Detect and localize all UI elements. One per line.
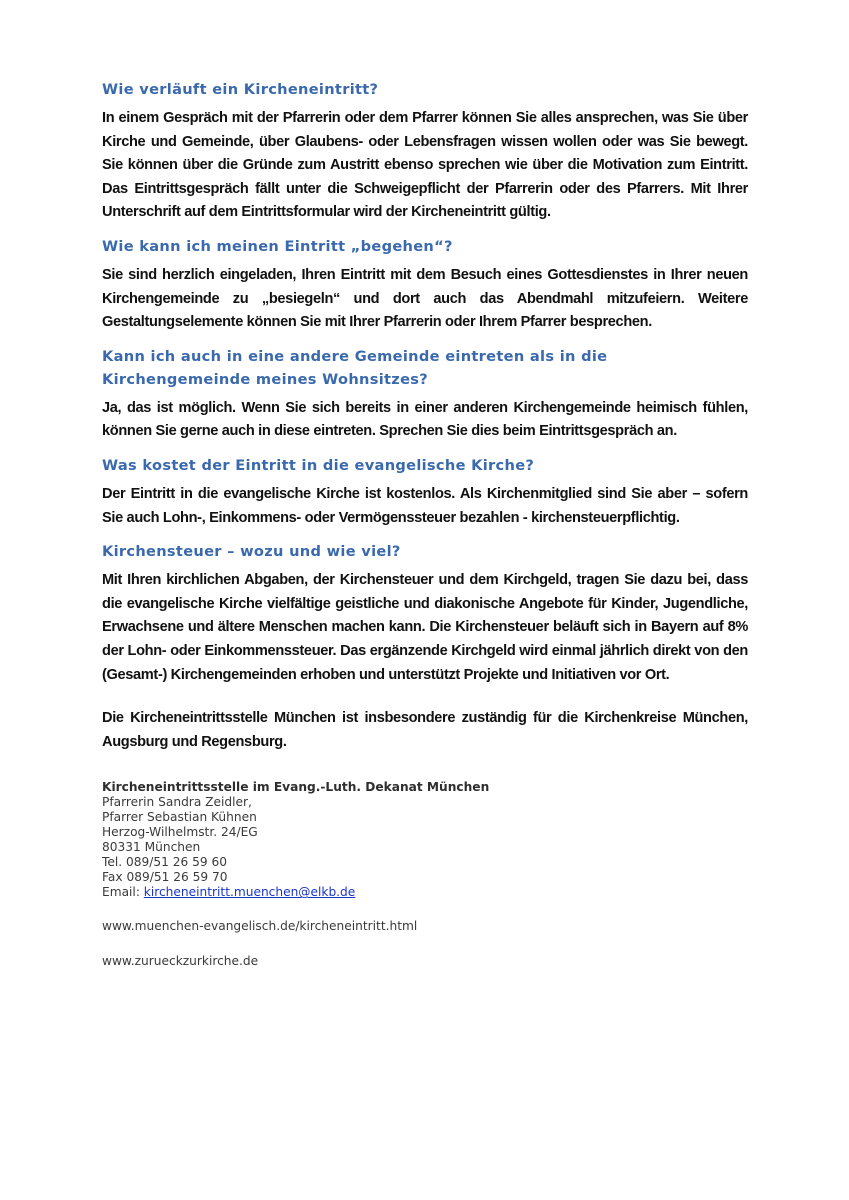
document-page [102,78,748,969]
section-body-entry-cost: Der Eintritt in die evangelische Kirche ist kostenlos. Als Kirchenmitglied sind Sie aber – sofern Sie auch Lohn-, Einkommens- oder Vermögenssteuer bezahlen - kirchensteuerpflichtig. [102,485,748,526]
contact-person-2: Pfarrer Sebastian Kühnen [102,810,257,825]
contact-city: 80331 München [102,840,201,855]
section-body-celebrate-entry: Sie sind herzlich eingeladen, Ihren Eintritt mit dem Besuch eines Gottesdienstes in Ihrer neuen Kirchengemeinde zu „besiegeln“ und dort auch das Abendmahl mitzufeiern. Weitere Gestaltungselemente können Sie mit Ihrer Pfarrerin oder Ihrem Pfarrer besprechen. [102,266,748,331]
contact-block [102,780,748,900]
contact-phone: Tel. 089/51 26 59 60 [102,855,228,870]
website-link-kircheneintritt: www.muenchen-evangelisch.de/kircheneintritt.html [102,919,418,934]
contact-person-1: Pfarrerin Sandra Zeidler, [102,795,252,810]
website-link-zurueckzurkirche: www.zurueckzurkirche.de [102,954,259,969]
section-heading-church-tax: Kirchensteuer – wozu und wie viel? [102,543,401,561]
email-label: Email: [102,885,140,900]
section-heading-celebrate-entry: Wie kann ich meinen Eintritt „begehen“? [102,237,453,255]
section-heading-entry-cost: Was kostet der Eintritt in die evangelische Kirche? [102,456,535,474]
email-link[interactable]: kircheneintritt.muenchen@elkb.de [143,885,356,900]
section-body-other-congregation: Ja, das ist möglich. Wenn Sie sich bereits in einer anderen Kirchengemeinde heimisch fühlen, können Sie gerne auch in diese eintreten. Sprechen Sie dies beim Eintrittsgespräch an. [102,399,748,440]
section-body-church-tax: Mit Ihren kirchlichen Abgaben, der Kirchensteuer und dem Kirchgeld, tragen Sie dazu bei, dass die evangelische Kirche vielfältige geistliche und diakonische Angebote für Kinder, Jugendliche, Erwachsene und ältere Menschen machen kann. Die Kirchensteuer beläuft sich in Bayern auf 8% der Lohn- oder Einkommenssteuer. Das ergänzende Kirchgeld wird einmal jährlich direkt von den (Gesamt-) Kirchengemeinden erhoben und unterstützt Projekte und Initiativen vor Ort. [102,572,748,683]
responsibility-note: Die Kircheneintrittsstelle München ist insbesondere zuständig für die Kirchenkreise München, Augsburg und Regensburg. [102,710,748,750]
contact-fax: Fax 089/51 26 59 70 [102,870,228,885]
contact-email-line [102,885,748,900]
section-body-entry-process: In einem Gespräch mit der Pfarrerin oder dem Pfarrer können Sie alles ansprechen, was Sie über Kirche und Gemeinde, über Glaubens- oder Lebensfragen wissen wollen oder was Sie bewegt. Sie können über die Gründe zum Austritt ebenso sprechen wie über die Motivation zum Eintritt. Das Eintrittsgespräch fällt unter die Schweigepflicht der Pfarrerin oder des Pfarrers. Mit Ihrer Unterschrift auf dem Eintrittsformular wird der Kircheneintritt gültig. [102,110,748,221]
section-heading-entry-process: Wie verläuft ein Kircheneintritt? [102,81,379,98]
section-heading-other-congregation: Kann ich auch in eine andere Gemeinde eintreten als in die Kirchengemeinde meines Wohnsitzes? [102,347,608,388]
contact-org: Kircheneintrittsstelle im Evang.-Luth. Dekanat München [102,780,490,795]
contact-street: Herzog-Wilhelmstr. 24/EG [102,825,258,840]
